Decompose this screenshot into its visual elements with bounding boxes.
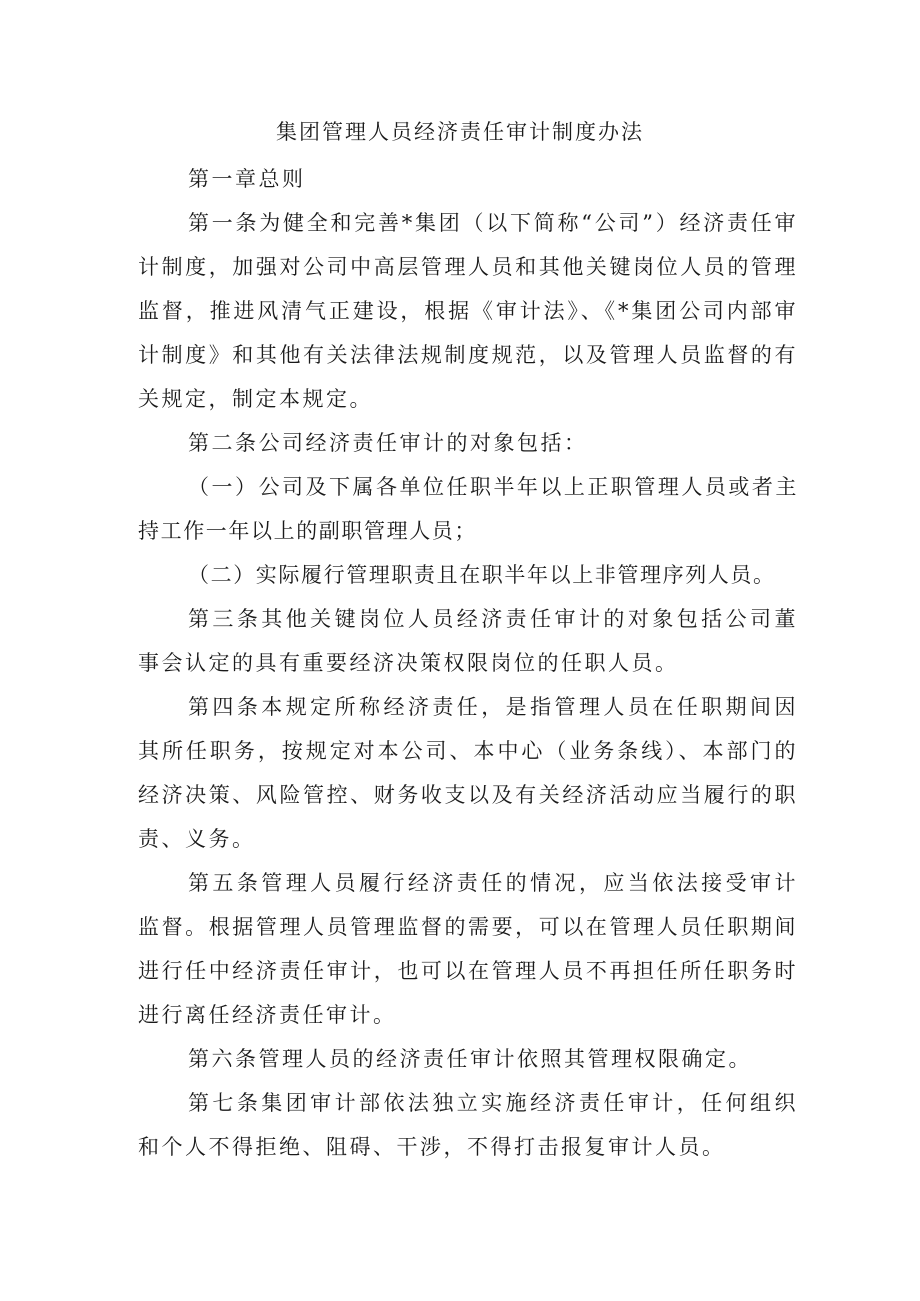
article-2-item-2-paragraph: （二）实际履行管理职责且在职半年以上非管理序列人员。 xyxy=(188,563,776,587)
article-7-paragraph: 第七条集团审计部依法独立实施经济责任审计，任何组织和个人不得拒绝、阻碍、干涉，不得打击报复审计人员。 xyxy=(138,1091,798,1159)
article-2-item-1-paragraph: （一）公司及下属各单位任职半年以上正职管理人员或者主持工作一年以上的副职管理人员； xyxy=(138,475,798,543)
article-4-paragraph: 第四条本规定所称经济责任，是指管理人员在任职期间因其所任职务，按规定对本公司、本中心（业务条线）、本部门的经济决策、风险管控、财务收支以及有关经济活动应当履行的职责、义务。 xyxy=(138,695,798,851)
article-2-paragraph: 第二条公司经济责任审计的对象包括： xyxy=(188,431,588,455)
document-body xyxy=(138,157,798,1169)
article-6-paragraph: 第六条管理人员的经济责任审计依照其管理权限确定。 xyxy=(188,1047,752,1071)
chapter-heading: 第一章总则 xyxy=(188,167,306,191)
article-5-paragraph: 第五条管理人员履行经济责任的情况，应当依法接受审计监督。根据管理人员管理监督的需要，可以在管理人员任职期间进行任中经济责任审计，也可以在管理人员不再担任所任职务时进行离任经济责任审计。 xyxy=(138,871,798,1027)
document-title: 集团管理人员经济责任审计制度办法 xyxy=(276,120,644,144)
article-1-paragraph: 第一条为健全和完善*集团（以下简称“公司”）经济责任审计制度，加强对公司中高层管理人员和其他关键岗位人员的管理监督，推进风清气正建设，根据《审计法》、《*集团公司内部审计制度》和其他有关法律法规制度规范，以及管理人员监督的有关规定，制定本规定。 xyxy=(138,211,798,411)
article-3-paragraph: 第三条其他关键岗位人员经济责任审计的对象包括公司董事会认定的具有重要经济决策权限岗位的任职人员。 xyxy=(138,607,798,675)
